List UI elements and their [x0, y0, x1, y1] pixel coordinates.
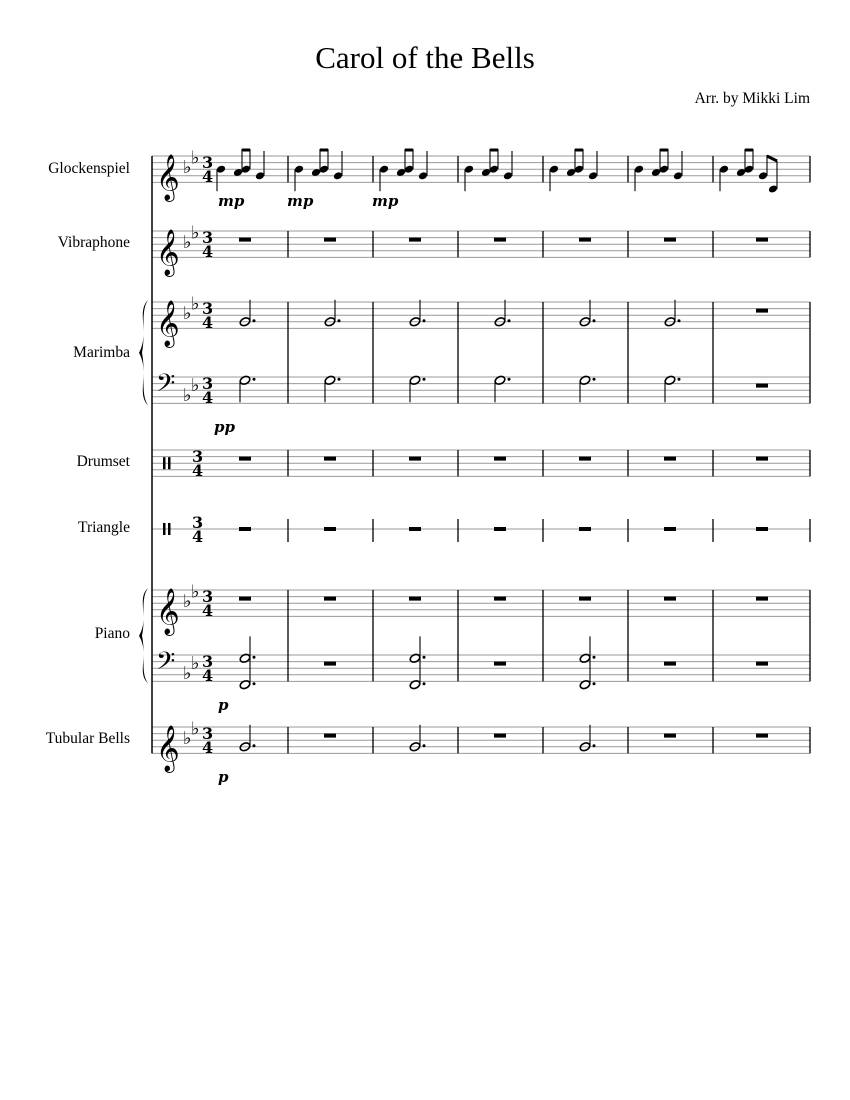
whole-rest-icon [494, 238, 506, 242]
whole-rest-icon [756, 457, 768, 461]
time-signature-bottom: 4 [202, 242, 214, 262]
whole-rest-icon [239, 527, 251, 531]
time-signature-bottom: 4 [192, 461, 204, 481]
whole-rest-icon [494, 597, 506, 601]
time-signature-top: 3 [192, 513, 204, 532]
augmentation-dot [423, 682, 426, 685]
time-signature-top: 3 [202, 299, 214, 319]
time-signature-top: 3 [202, 153, 214, 173]
flat-icon: ♭ [183, 303, 192, 325]
whole-rest-icon [494, 734, 506, 738]
dynamic-marking-mp: mp [218, 192, 245, 210]
flat-icon: ♭ [191, 222, 200, 244]
time-signature-top: 3 [202, 587, 214, 607]
flat-icon: ♭ [183, 232, 192, 254]
beam [767, 156, 777, 161]
whole-rest-icon [664, 734, 676, 738]
augmentation-dot [253, 744, 256, 747]
percussion-clef-icon [168, 523, 171, 535]
instrument-label-glockenspiel: Glockenspiel [48, 160, 130, 177]
whole-rest-icon [756, 309, 768, 313]
instrument-piano [139, 588, 810, 690]
whole-rest-icon [756, 597, 768, 601]
time-signature-bottom: 4 [202, 313, 214, 333]
whole-rest-icon [494, 457, 506, 461]
time-signature-top: 3 [202, 652, 214, 672]
augmentation-dot [593, 744, 596, 747]
time-signature-top: 3 [202, 724, 214, 744]
instrument-tubular-bells [152, 725, 810, 754]
percussion-clef-icon [163, 457, 166, 469]
flat-icon: ♭ [183, 157, 192, 179]
augmentation-dot [423, 656, 426, 659]
time-signature-bottom: 4 [202, 601, 214, 621]
treble-clef-icon: 𝄞 [156, 154, 180, 201]
whole-rest-icon [579, 597, 591, 601]
whole-rest-icon [324, 238, 336, 242]
whole-rest-icon [664, 597, 676, 601]
whole-rest-icon [579, 238, 591, 242]
instrument-label-tubular-bells: Tubular Bells [45, 730, 130, 747]
time-signature-top: 3 [202, 228, 214, 248]
instrument-vibraphone [152, 231, 810, 257]
time-signature-bottom: 4 [202, 738, 214, 758]
whole-rest-icon [579, 457, 591, 461]
augmentation-dot [423, 744, 426, 747]
time-signature-bottom: 4 [192, 527, 204, 546]
whole-rest-icon [324, 457, 336, 461]
whole-rest-icon [409, 597, 421, 601]
instrument-drumset [152, 450, 810, 476]
whole-rest-icon [664, 662, 676, 666]
instrument-label-vibraphone: Vibraphone [57, 234, 130, 251]
arranger-credit: Arr. by Mikki Lim [694, 90, 810, 107]
dynamic-marking-mp: mp [287, 192, 314, 210]
whole-rest-icon [494, 662, 506, 666]
whole-rest-icon [324, 734, 336, 738]
bass-clef-icon: 𝄢 [156, 647, 176, 682]
whole-rest-icon [494, 527, 506, 531]
augmentation-dot [508, 319, 511, 322]
augmentation-dot [593, 682, 596, 685]
time-signature-bottom: 4 [202, 388, 214, 408]
flat-icon: ♭ [191, 652, 200, 674]
bass-clef-icon: 𝄢 [156, 369, 176, 404]
percussion-clef-icon [168, 457, 171, 469]
brace-icon [139, 300, 148, 405]
treble-clef-icon: 𝄞 [156, 229, 180, 276]
dynamic-marking-p: p [218, 768, 229, 786]
whole-rest-icon [664, 457, 676, 461]
augmentation-dot [678, 378, 681, 381]
whole-rest-icon [409, 527, 421, 531]
treble-clef-icon: 𝄞 [156, 300, 180, 347]
augmentation-dot [253, 378, 256, 381]
augmentation-dot [338, 378, 341, 381]
augmentation-dot [338, 319, 341, 322]
whole-rest-icon [579, 527, 591, 531]
augmentation-dot [593, 378, 596, 381]
flat-icon: ♭ [191, 581, 200, 603]
whole-rest-icon [239, 597, 251, 601]
whole-rest-icon [324, 662, 336, 666]
instrument-marimba [139, 300, 810, 406]
augmentation-dot [253, 656, 256, 659]
dynamic-marking-mp: mp [372, 192, 399, 210]
flat-icon: ♭ [183, 591, 192, 613]
flat-icon: ♭ [191, 374, 200, 396]
flat-icon: ♭ [191, 147, 200, 169]
whole-rest-icon [324, 597, 336, 601]
augmentation-dot [593, 656, 596, 659]
whole-rest-icon [756, 734, 768, 738]
time-signature-bottom: 4 [202, 167, 214, 187]
instrument-label-marimba: Marimba [73, 344, 130, 361]
whole-rest-icon [239, 457, 251, 461]
augmentation-dot [678, 319, 681, 322]
treble-clef-icon: 𝄞 [156, 725, 180, 772]
whole-rest-icon [409, 457, 421, 461]
augmentation-dot [253, 319, 256, 322]
time-signature-bottom: 4 [202, 666, 214, 686]
whole-rest-icon [756, 527, 768, 531]
time-signature-top: 3 [202, 374, 214, 394]
whole-rest-icon [664, 238, 676, 242]
score-title: Carol of the Bells [315, 40, 535, 75]
augmentation-dot [423, 319, 426, 322]
dynamic-marking-pp: pp [214, 418, 235, 436]
whole-rest-icon [756, 662, 768, 666]
whole-rest-icon [756, 238, 768, 242]
instrument-glockenspiel [152, 149, 810, 194]
instrument-label-triangle: Triangle [78, 519, 130, 536]
augmentation-dot [253, 682, 256, 685]
dynamic-marking-p: p [218, 696, 229, 714]
whole-rest-icon [409, 238, 421, 242]
whole-rest-icon [664, 527, 676, 531]
flat-icon: ♭ [183, 384, 192, 406]
brace-icon [139, 588, 148, 683]
augmentation-dot [508, 378, 511, 381]
flat-icon: ♭ [183, 662, 192, 684]
percussion-clef-icon [163, 523, 166, 535]
instrument-triangle [152, 519, 810, 542]
augmentation-dot [593, 319, 596, 322]
instrument-label-piano: Piano [94, 625, 130, 642]
whole-rest-icon [756, 384, 768, 388]
instrument-label-drumset: Drumset [76, 453, 130, 470]
time-signature-top: 3 [192, 447, 204, 467]
flat-icon: ♭ [183, 728, 192, 750]
whole-rest-icon [239, 238, 251, 242]
flat-icon: ♭ [191, 718, 200, 740]
treble-clef-icon: 𝄞 [156, 588, 180, 635]
whole-rest-icon [324, 527, 336, 531]
augmentation-dot [423, 378, 426, 381]
flat-icon: ♭ [191, 293, 200, 315]
